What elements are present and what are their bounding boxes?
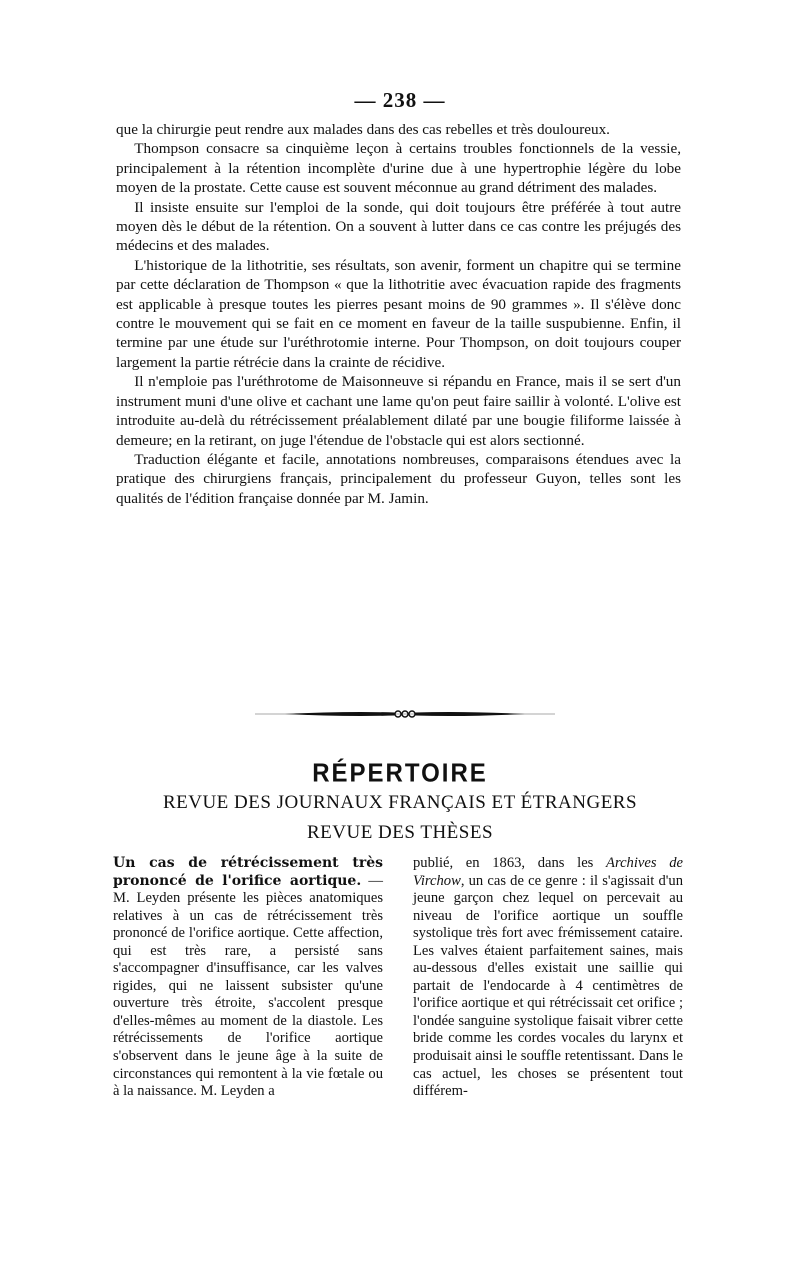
journal-name: Archives de Virchow — [413, 855, 683, 889]
article-paragraph-continued — [413, 855, 683, 1101]
paragraph: Il insiste ensuite sur l'emploi de la sonde, qui doit toujours être préférée à tout autre moyen dès le début de la rétention. On a souvent à lutter dans ce cas contre les préjugés des médecins et des malades. — [116, 198, 681, 255]
article-text-right: publié, en 1863, dans les — [413, 855, 607, 871]
section-title: RÉPERTOIRE — [312, 758, 488, 789]
section-subtitle-theses: REVUE DES THÈSES — [306, 822, 494, 843]
paragraph: Il n'emploie pas l'uréthrotome de Maisonneuve si répandu en France, mais il se sert d'un instrument muni d'une olive et cachant une lame qu'on peut faire saillir à volonté. L'olive est introduite au-delà du rétrécissement préalablement dilaté par une bougie filiforme laissée à demeure; en la retirant, on juge l'étendue de l'obstacle qui est alors sectionné. — [116, 373, 681, 449]
review-text — [116, 120, 681, 508]
article-text-right-2: , un cas de ce genre : il s'agissait d'un jeune garçon chez lequel on percevait au niveau de l'orifice aortique un souffle systolique très fort avec frémissement cataire. Les valves étaient parfaitement saines, mais au-dessous d'elles existait une saillie qui partait de l'endocarde à 4 centimètres de l'orifice aortique et qui rétrécissait cet orifice ; l'ondée sanguine systolique faisait vibrer cette bride comme les cordes vocales du larynx et produisait ainsi le souffle retentissant. Dans le cas actuel, les choses se présentent tout différem- — [413, 872, 683, 1100]
paragraph: que la chirurgie peut rendre aux malades dans des cas rebelles et très douloureux. — [116, 121, 610, 138]
column-right — [413, 855, 683, 1101]
paragraph: Traduction élégante et facile, annotations nombreuses, comparaisons étendues avec la pratique des chirurgiens français, principalement du professeur Guyon, telles sont les qualités de l'édition française donnée par M. Jamin. — [116, 450, 681, 507]
column-left — [113, 855, 383, 1101]
paragraph: Thompson consacre sa cinquième leçon à certains troubles fonctionnels de la vessie, principalement à la rétention incomplète d'urine due à une hypertrophie légère du lobe moyen de la prostate. Cette cause est souvent méconnue au grand détriment des malades. — [116, 140, 681, 197]
article-title: Un cas de rétrécissement très prononcé de l'orifice aortique. — [113, 855, 383, 889]
paragraph: L'historique de la lithotritie, ses résultats, son avenir, forment un chapitre qui se termine par cette déclaration de Thompson « que la lithotritie avec évacuation rapide des fragments est applicable à presque toutes les pierres pesant moins de 90 grammes ». Il s'élève donc contre le mouvement qui se fait en ce moment en faveur de la taille suspubienne. Enfin, il termine par une étude sur l'uréthrotomie interne. Pour Thompson, on doit toujours couper largement la partie rétrécie dans la crainte de récidive. — [116, 256, 681, 371]
section-divider-ornament — [255, 708, 555, 720]
page-number: — 238 — — [354, 88, 446, 112]
section-subtitle-journaux: REVUE DES JOURNAUX FRANÇAIS ET ÉTRANGERS — [162, 792, 638, 813]
article-text-left: — M. Leyden présente les pièces anatomiques relatives à un cas de rétrécissement très prononcé de l'orifice aortique. Cette affection, qui est très rare, a persisté sans s'accompagner d'insuffisance, car les valves rigides, qui ne laissent subsister qu'une ouverture très étroite, s'accolent presque d'elles-mêmes au moment de la diastole. Les rétrécissements de l'orifice aortique s'observent dans le jeune âge à la suite de circonstances qui remontent à la vie fœtale ou à la naissance. M. Leyden a — [113, 872, 384, 1100]
article-paragraph — [113, 855, 383, 1101]
